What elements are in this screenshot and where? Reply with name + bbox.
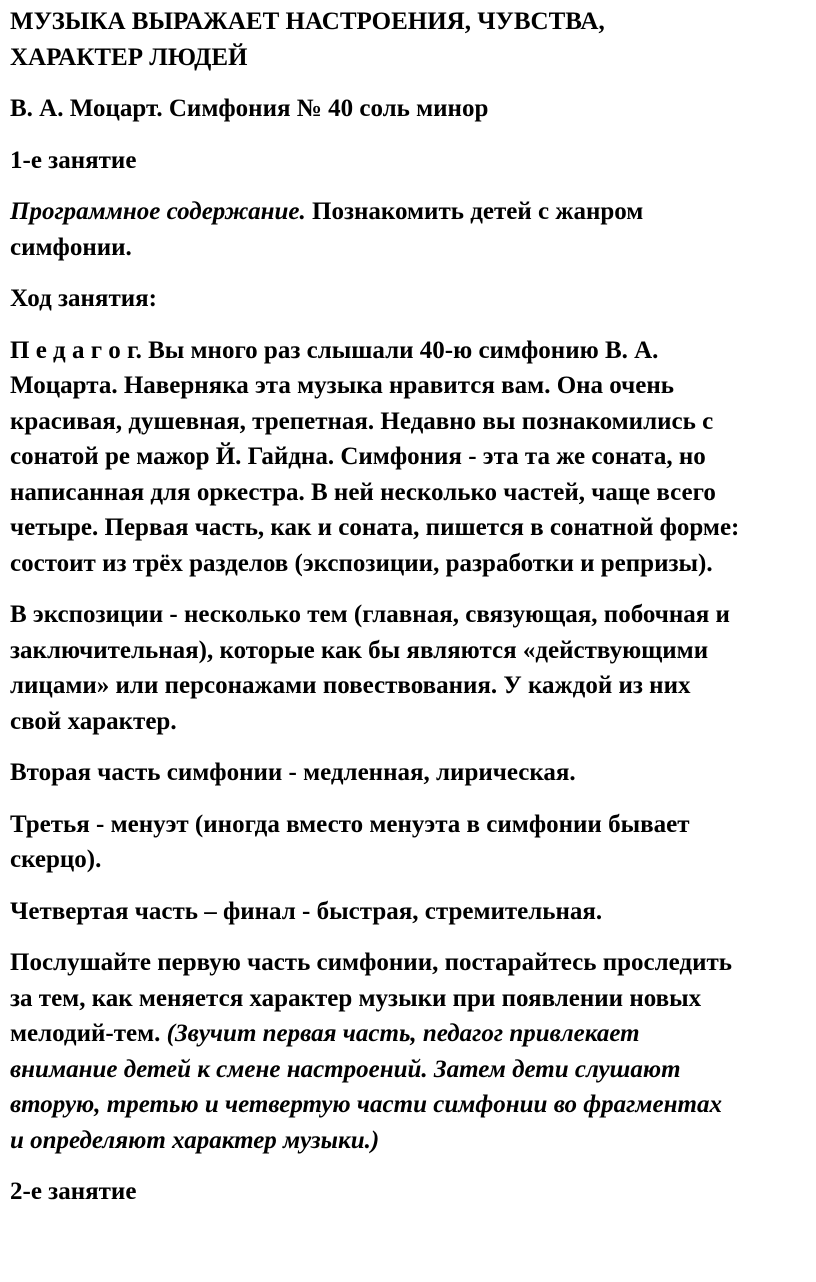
second-part-line: Вторая часть симфонии - медленная, лирическая. — [10, 759, 576, 786]
teacher-line-5: написанная для оркестра. В ней несколько частей, чаще всего — [10, 478, 716, 506]
third-part-paragraph — [10, 807, 816, 878]
exposition-line-2: заключительная), которые как бы являются «действующими — [10, 636, 709, 664]
program-line-2: симфонии. — [10, 233, 132, 261]
lesson-1-heading-text: 1-е занятие — [10, 146, 137, 174]
document-title — [10, 4, 816, 75]
program-line-1-rest: Познакомить детей с жанром — [305, 198, 644, 225]
teacher-line-6: четыре. Первая часть, как и соната, пишется в сонатной форме: — [10, 514, 740, 541]
program-label: Программное содержание. — [10, 198, 306, 225]
teacher-line-2: Моцарта. Наверняка эта музыка нравится вам. Она очень — [10, 372, 674, 399]
listen-line-1: Послушайте первую часть симфонии, постарайтесь проследить — [10, 949, 732, 976]
listen-line-3-plain: мелодий-тем. — [10, 1020, 167, 1047]
listen-line-3-italic: (Звучит первая часть, педагог привлекает — [166, 1020, 640, 1047]
lesson-2-heading-text: 2-е занятие — [10, 1178, 137, 1205]
listen-line-2: за тем, как меняется характер музыки при появлении новых — [10, 984, 702, 1012]
teacher-line-4: сонатой ре мажор Й. Гайдна. Симфония - эта та же соната, но — [10, 443, 706, 470]
lesson-2-heading — [10, 1174, 816, 1210]
fourth-part-paragraph — [10, 894, 816, 930]
third-part-line-1: Третья - менуэт (иногда вместо менуэта в симфонии бывает — [10, 810, 690, 838]
document-subtitle — [10, 91, 816, 127]
listen-line-3 — [10, 1016, 816, 1052]
teacher-paragraph — [10, 333, 816, 582]
exposition-paragraph — [10, 597, 816, 739]
course-heading — [10, 281, 816, 317]
fourth-part-line: Четвертая часть – финал - быстрая, стремительная. — [10, 897, 603, 925]
lesson-1-heading — [10, 143, 816, 179]
subtitle-line: В. А. Моцарт. Симфония № 40 соль минор — [10, 95, 489, 122]
program-content-paragraph — [10, 194, 816, 265]
teacher-line-1: П е д а г о г. Вы много раз слышали 40-ю симфонию В. А. — [10, 336, 659, 364]
third-part-line-2: скерцо). — [10, 846, 102, 873]
exposition-line-4: свой характер. — [10, 707, 177, 735]
exposition-line-1: В экспозиции - несколько тем (главная, связующая, побочная и — [10, 601, 730, 628]
exposition-line-3: лицами» или персонажами повествования. У каждой из них — [10, 672, 691, 699]
title-line-1: МУЗЫКА ВЫРАЖАЕТ НАСТРОЕНИЯ, ЧУВСТВА, — [10, 8, 605, 35]
second-part-paragraph — [10, 755, 816, 791]
listen-paragraph — [10, 945, 816, 1158]
course-heading-text: Ход занятия: — [10, 285, 157, 312]
listen-line-6: и определяют характер музыки.) — [10, 1126, 380, 1154]
program-line-1 — [10, 194, 816, 230]
listen-line-5: вторую, третью и четвертую части симфонии во фрагментах — [10, 1091, 722, 1118]
title-line-2: ХАРАКТЕР ЛЮДЕЙ — [10, 43, 248, 71]
listen-line-4: внимание детей к смене настроений. Затем дети слушают — [10, 1055, 681, 1083]
teacher-line-3: красивая, душевная, трепетная. Недавно вы познакомились с — [10, 407, 714, 435]
teacher-line-7: состоит из трёх разделов (экспозиции, разработки и репризы). — [10, 549, 713, 577]
